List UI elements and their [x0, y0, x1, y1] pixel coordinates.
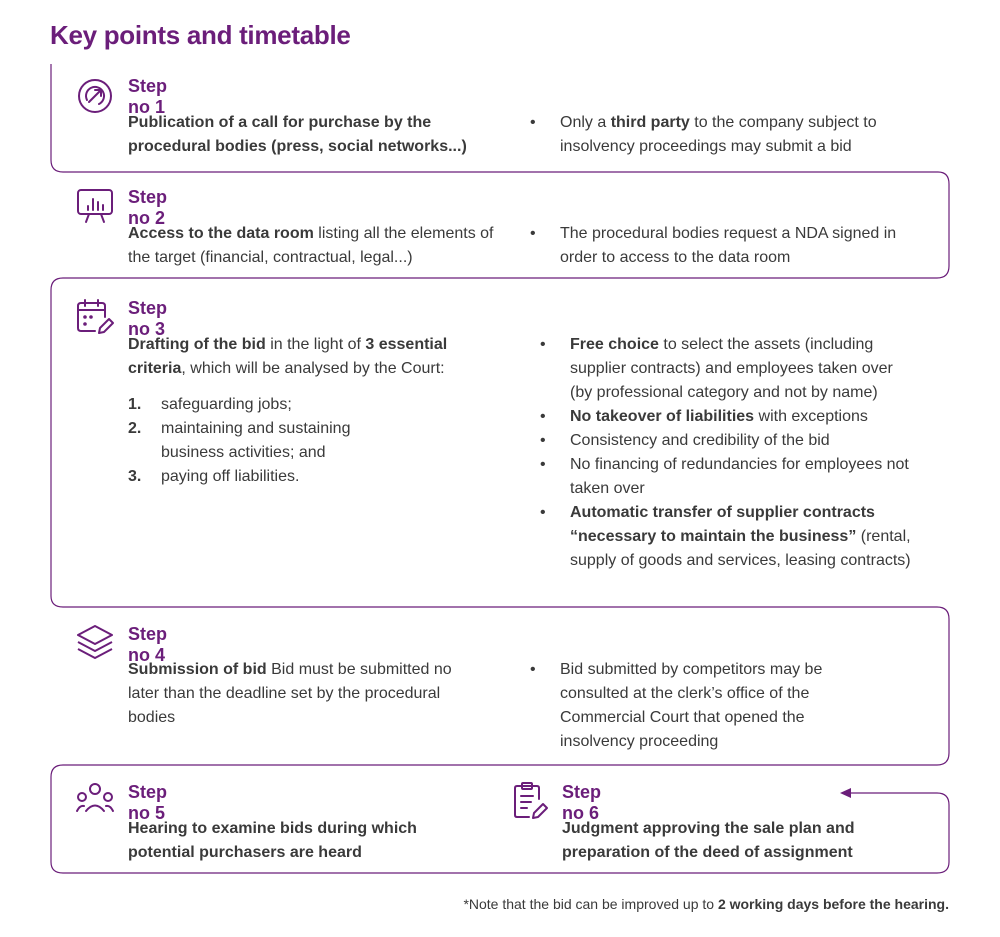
- bullet-item: • Free choice to select the assets (including supplier contracts) and employees taken over (by professional category and not by name): [540, 333, 915, 405]
- step-description: Hearing to examine bids during which potential purchasers are heard: [128, 820, 417, 861]
- bullet-item: • No takeover of liabilities with exceptions: [540, 405, 915, 429]
- step-description: Judgment approving the sale plan and preparation of the deed of assignment: [562, 820, 855, 861]
- target-arrow-icon: [75, 76, 115, 116]
- step-bullets: [530, 111, 910, 159]
- page-title: Key points and timetable: [50, 20, 351, 50]
- step-title: Step no 1: [128, 76, 168, 117]
- list-item: 3. paying off liabilities.: [128, 468, 300, 485]
- presentation-board-icon: [75, 186, 115, 226]
- step-title: Step no 3: [128, 298, 168, 339]
- bullet-item: • Consistency and credibility of the bid: [540, 429, 915, 453]
- bullet-item: • The procedural bodies request a NDA signed in order to access to the data room: [530, 222, 900, 270]
- layers-icon: [75, 623, 115, 663]
- footnote: *Note that the bid can be improved up to 2 working days before the hearing.: [463, 896, 949, 912]
- list-item: 1. safeguarding jobs;: [128, 396, 292, 413]
- step-bullets: [530, 222, 900, 270]
- criteria-list: [128, 393, 398, 489]
- step-bullets: [540, 333, 915, 573]
- bullet-item: • Bid submitted by competitors may be consulted at the clerk’s office of the Commercial Court that opened the insolvency proceeding: [530, 658, 840, 754]
- clipboard-edit-icon: [511, 781, 551, 821]
- step-title: Step no 2: [128, 187, 168, 228]
- step-description: Publication of a call for purchase by the procedural bodies (press, social networks...): [128, 114, 467, 155]
- step-bullets: [530, 658, 840, 754]
- step-description: Drafting of the bid in the light of 3 essential criteria, which will be analysed by the Court:: [128, 336, 448, 377]
- calendar-edit-icon: [75, 297, 115, 337]
- people-group-icon: [75, 781, 115, 821]
- step-title: Step no 5: [128, 782, 168, 823]
- step-title: Step no 6: [562, 782, 602, 823]
- bullet-item: • No financing of redundancies for employees not taken over: [540, 453, 915, 501]
- bullet-item: • Automatic transfer of supplier contracts “necessary to maintain the business” (rental, supply of goods and services, leasing contracts): [540, 501, 915, 573]
- bullet-item: • Only a third party to the company subject to insolvency proceedings may submit a bid: [530, 111, 910, 159]
- list-item: 2. maintaining and sustaining business activities; and: [128, 420, 351, 461]
- step-description: Access to the data room listing all the elements of the target (financial, contractual, legal...): [128, 225, 494, 266]
- step-title: Step no 4: [128, 624, 168, 665]
- step-description: Submission of bid Bid must be submitted no later than the deadline set by the procedural bodies: [128, 661, 452, 726]
